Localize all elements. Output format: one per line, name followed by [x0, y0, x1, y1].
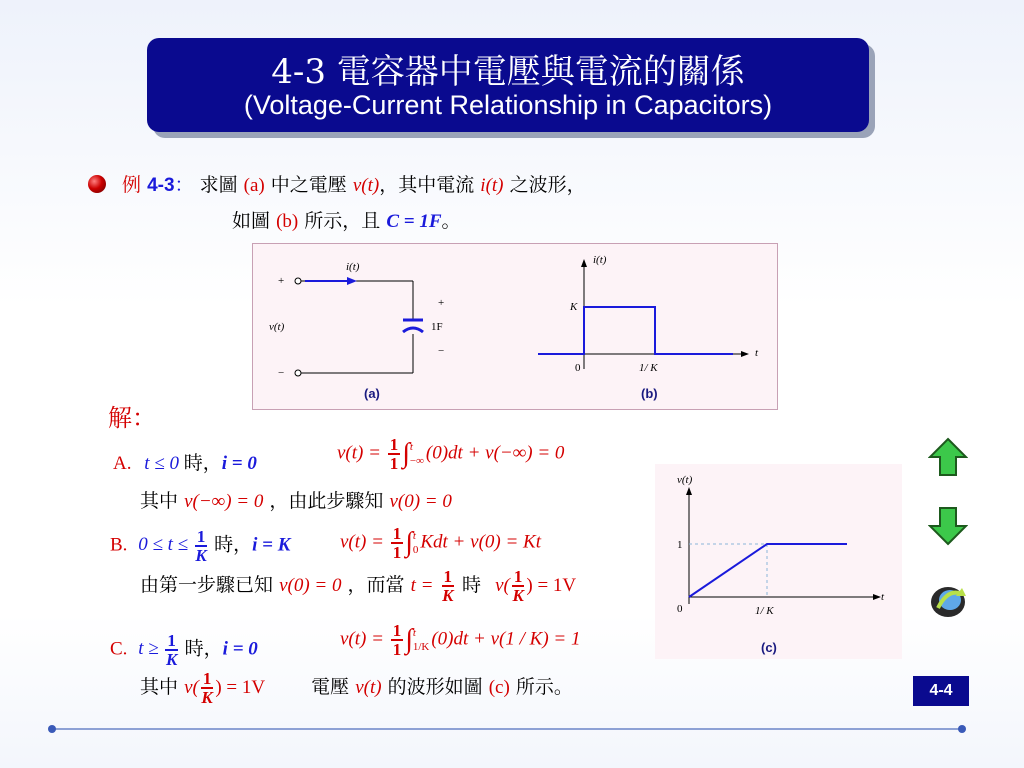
- eq-fraction: [391, 622, 404, 658]
- lower: −∞: [409, 455, 424, 467]
- eq-lhs: v(t) =: [340, 628, 384, 650]
- eq: v(0) = 0: [389, 491, 452, 512]
- label-k: K: [570, 301, 578, 313]
- i-t: i(t): [480, 175, 504, 196]
- eq: v(0) = 0: [279, 575, 342, 596]
- text: 時，: [183, 453, 222, 474]
- caption-a: (a): [364, 386, 380, 401]
- example-line-1: [122, 170, 586, 197]
- eq: t =: [410, 575, 434, 596]
- case-cond: 0 ≤ t ≤: [138, 534, 189, 556]
- eq-rhs: (0)dt + v(−∞) = 0: [425, 442, 565, 464]
- footer-line: [48, 721, 968, 735]
- case-current: i = K: [252, 534, 291, 556]
- pulse-waveform: [538, 307, 733, 354]
- text: 如圖: [232, 210, 271, 232]
- text: ，其中電流: [379, 174, 475, 196]
- case-c-equation: [340, 622, 580, 658]
- eq: v(−∞) = 0: [184, 491, 264, 512]
- label-origin: 0: [575, 362, 581, 374]
- caption-b: (b): [641, 386, 658, 401]
- den: K: [442, 586, 454, 605]
- case-c-line-2: [140, 670, 573, 706]
- case-b-line-2: [140, 568, 576, 604]
- v-fraction: [512, 568, 525, 604]
- case-current: i = 0: [221, 453, 257, 474]
- text: 所示，且: [304, 210, 381, 232]
- figure-ab: [252, 243, 778, 410]
- integral-limits: [413, 626, 430, 655]
- den: 1: [392, 543, 402, 562]
- fig-ref-a: (a): [243, 175, 265, 196]
- text: 電壓: [311, 676, 350, 698]
- terminal-top: [295, 278, 301, 284]
- axis-y-arrow: [581, 259, 587, 267]
- integral-limits: [410, 440, 424, 469]
- text: 其中: [140, 490, 179, 512]
- eq: ) = 1V: [526, 575, 577, 596]
- integral-limits: [413, 529, 419, 558]
- figure-c-svg: [655, 464, 902, 659]
- axis-x-arrow: [741, 351, 749, 357]
- case-label: A.: [113, 453, 132, 474]
- upper: t: [412, 626, 416, 639]
- return-icon[interactable]: [928, 580, 968, 620]
- terminal-bottom: [295, 370, 301, 376]
- label-v-t: v(t): [677, 474, 693, 486]
- label-plus-left: +: [278, 275, 285, 287]
- upper: t: [412, 529, 416, 542]
- case-b-equation: [340, 525, 541, 561]
- text: ，而當: [347, 574, 405, 596]
- num: 1: [392, 621, 402, 640]
- den: 1: [389, 454, 399, 473]
- label-tick: 1/ K: [639, 362, 658, 374]
- case-cond: t ≤ 0: [144, 453, 179, 474]
- den: K: [195, 546, 207, 565]
- eq-rhs: (0)dt + v(1 / K) = 1: [431, 628, 581, 650]
- fig-ref-b: (b): [276, 211, 299, 232]
- case-cond: t ≥: [138, 638, 159, 660]
- title-english: (Voltage-Current Relationship in Capacitors): [243, 90, 773, 120]
- v-fraction: [201, 670, 214, 706]
- text: 時，: [214, 534, 253, 556]
- case-label: B.: [110, 534, 128, 556]
- text: 其中: [140, 676, 179, 698]
- integral-sign: ∫: [405, 527, 413, 558]
- text: 時: [462, 574, 482, 596]
- den: 1: [392, 640, 402, 659]
- footer-dot-right: [958, 725, 966, 733]
- label-minus-left: −: [278, 367, 285, 379]
- num: 1: [389, 435, 399, 454]
- eq-lhs: v(t) =: [337, 442, 381, 464]
- footer-line-svg: [48, 722, 968, 736]
- num: 1: [167, 631, 176, 650]
- axis-x-arrow: [873, 594, 881, 600]
- case-a-equation: [337, 436, 564, 472]
- eq: v(: [495, 575, 510, 596]
- lower: 0: [412, 544, 419, 556]
- eq-fraction: [391, 525, 404, 561]
- eq-rhs: Kdt + v(0) = Kt: [420, 531, 541, 553]
- eq: v(t): [355, 677, 382, 698]
- case-c-condition: [110, 632, 258, 668]
- label-minus-cap: −: [438, 345, 445, 357]
- den: K: [201, 688, 213, 707]
- label-tick: 1/ K: [755, 605, 774, 617]
- arrow-down-shape: [930, 508, 966, 544]
- label-origin: 0: [677, 603, 683, 615]
- text: ，由此步驟知: [269, 490, 384, 512]
- example-colon: ：: [174, 174, 194, 196]
- case-a-line-2: [140, 486, 452, 513]
- caption-c: (c): [761, 640, 777, 655]
- v-t: v(t): [352, 175, 380, 196]
- num: 1: [513, 567, 523, 586]
- arrow-up-shape: [930, 439, 966, 475]
- den: K: [512, 586, 524, 605]
- text: 求圖: [199, 174, 238, 196]
- label-t: t: [881, 591, 885, 603]
- page-number-badge: 4-4: [913, 676, 969, 706]
- text: 所示。: [515, 676, 573, 698]
- voltage-waveform: [689, 544, 847, 597]
- example-label: 例: [122, 174, 142, 196]
- circuit-a: [269, 261, 444, 401]
- arrow-down-icon[interactable]: [928, 506, 968, 546]
- integral-sign: ∫: [405, 624, 413, 655]
- title-box: [147, 38, 869, 132]
- num: 1: [392, 524, 402, 543]
- label-current: i(t): [346, 261, 360, 273]
- t-fraction: [442, 568, 455, 604]
- eq-lhs: v(t) =: [340, 531, 384, 553]
- arrow-up-icon[interactable]: [928, 437, 968, 477]
- title-chinese: 4-3 電容器中電壓與電流的關係: [271, 52, 745, 92]
- cond-fraction: [195, 528, 208, 564]
- den: K: [165, 650, 178, 669]
- axis-y-arrow: [686, 487, 692, 495]
- solution-label: 解：: [108, 404, 156, 432]
- num: 1: [202, 669, 212, 688]
- bullet-icon: [88, 175, 106, 193]
- text: 之波形，: [509, 174, 586, 196]
- text: 。: [441, 210, 461, 232]
- arrow-down-svg: [928, 506, 968, 546]
- integral-sign: ∫: [402, 438, 410, 469]
- cond-fraction: [165, 632, 178, 668]
- label-level: 1: [677, 539, 683, 551]
- eq: v(: [184, 677, 199, 698]
- fig-ref-c: (c): [488, 677, 510, 698]
- case-b-condition: [110, 528, 290, 564]
- upper: t: [409, 440, 413, 453]
- waveform-b: [538, 254, 759, 401]
- case-a-condition: [113, 448, 257, 475]
- arrow-up-svg: [928, 437, 968, 477]
- eq: ) = 1V: [215, 677, 266, 698]
- text: 由第一步驟已知: [140, 574, 274, 596]
- label-cap-value: 1F: [431, 321, 443, 333]
- lower: 1/K: [412, 641, 430, 653]
- num: 1: [196, 527, 206, 546]
- num: 1: [443, 567, 452, 586]
- example-number: 4-3: [147, 175, 175, 196]
- return-svg: [928, 580, 968, 620]
- case-label: C.: [110, 638, 128, 660]
- footer-dot-left: [48, 725, 56, 733]
- label-i-t: i(t): [593, 254, 607, 266]
- label-plus-cap: +: [438, 297, 445, 309]
- text: 的波形如圖: [387, 676, 483, 698]
- eq-fraction: [388, 436, 401, 472]
- figure-c: [655, 464, 902, 659]
- cap-plate-bottom: [403, 328, 423, 332]
- label-t: t: [755, 347, 759, 359]
- figure-ab-svg: [253, 244, 777, 409]
- case-current: i = 0: [222, 638, 258, 660]
- text: 中之電壓: [270, 174, 347, 196]
- text: 時，: [184, 638, 223, 660]
- capacitance-value: C = 1F: [386, 211, 442, 232]
- example-line-2: [232, 206, 461, 233]
- label-voltage: v(t): [269, 321, 285, 333]
- current-arrow-head: [347, 277, 357, 285]
